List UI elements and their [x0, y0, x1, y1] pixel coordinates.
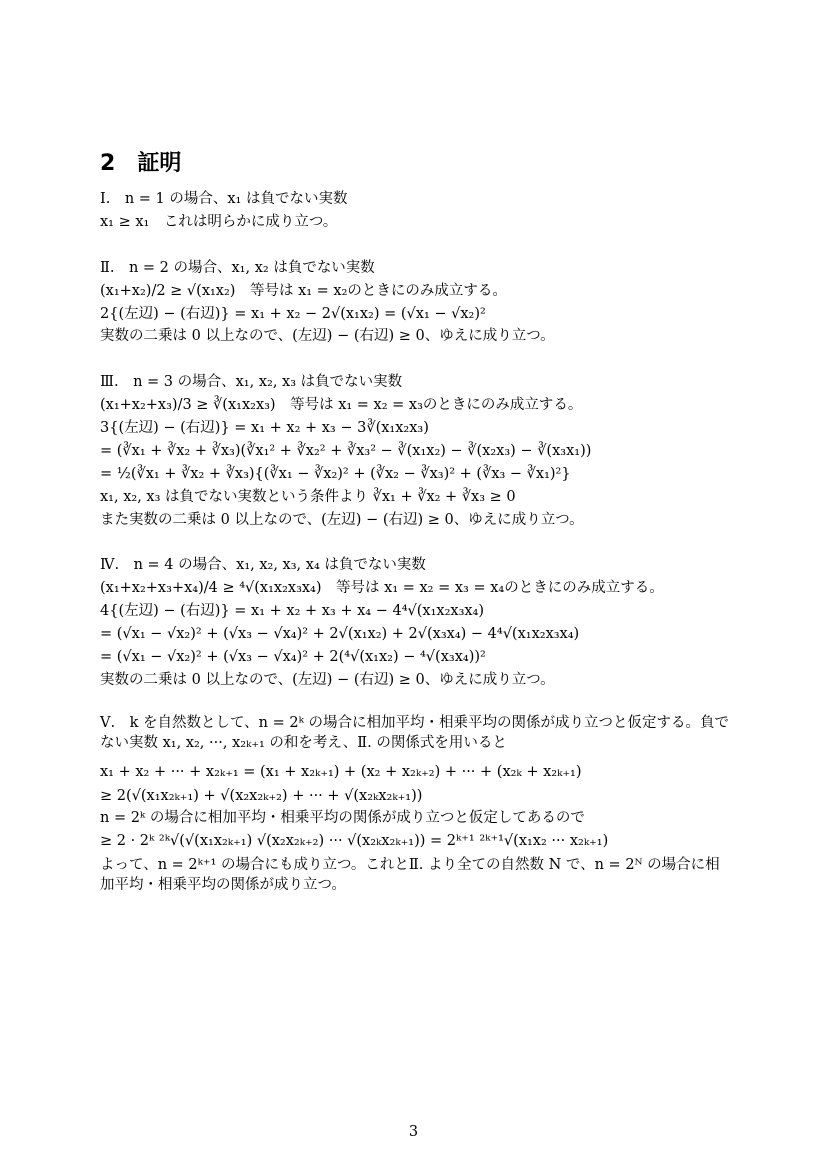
case-4-line: (x₁+x₂+x₃+x₄)/4 ≥ ⁴√(x₁x₂x₃x₄) 等号は x₁ = x₂ = x₃ = x₄のときにのみ成立する。: [100, 580, 664, 596]
case-3-line: = (∛x₁ + ∛x₂ + ∛x₃)(∛x₁² + ∛x₂² + ∛x₃² − ∛(x₁x₂) − ∛(x₂x₃) − ∛(x₃x₁)): [100, 443, 592, 459]
case-3-line: = ½(∛x₁ + ∛x₂ + ∛x₃){(∛x₁ − ∛x₂)² + (∛x₂ − ∛x₃)² + (∛x₃ − ∛x₁)²}: [100, 466, 571, 482]
section-heading: [100, 146, 181, 177]
case-3-line: 3{(左辺) − (右辺)} = x₁ + x₂ + x₃ − 3∛(x₁x₂x₃): [100, 420, 429, 436]
page-number: 3: [408, 1124, 419, 1140]
case-2-line: 2{(左辺) − (右辺)} = x₁ + x₂ − 2√(x₁x₂) = (√x₁ − √x₂)²: [100, 306, 486, 322]
case-4-line: = (√x₁ − √x₂)² + (√x₃ − √x₄)² + 2(⁴√(x₁x₂) − ⁴√(x₃x₄))²: [100, 649, 486, 665]
section-number: 2: [100, 151, 116, 176]
case-4-line: = (√x₁ − √x₂)² + (√x₃ − √x₄)² + 2√(x₁x₂) + 2√(x₃x₄) − 4⁴√(x₁x₂x₃x₄): [100, 626, 580, 642]
case-1-line: x₁ ≥ x₁ これは明らかに成り立つ。: [100, 214, 338, 230]
case-3-heading: Ⅲ. n = 3 の場合、x₁, x₂, x₃ は負でない実数: [100, 374, 403, 390]
case-3-line: (x₁+x₂+x₃)/3 ≥ ∛(x₁x₂x₃) 等号は x₁ = x₂ = x₃のときにのみ成立する。: [100, 397, 583, 413]
case-5-line: ≥ 2(√(x₁x₂ₖ₊₁) + √(x₂x₂ₖ₊₂) + ··· + √(x₂ₖx₂ₖ₊₁)): [100, 788, 423, 804]
case-5-heading: Ⅴ. k を自然数として、n = 2ᵏ の場合に相加平均・相乗平均の関係が成り立つと仮定する。負でない実数 x₁, x₂, ···, x₂ₖ₊₁ の和を考え、Ⅱ. の関係式を用いると: [100, 715, 730, 751]
case-4-line: 4{(左辺) − (右辺)} = x₁ + x₂ + x₃ + x₄ − 4⁴√(x₁x₂x₃x₄): [100, 603, 485, 619]
case-3-line: x₁, x₂, x₃ は負でない実数という条件より ∛x₁ + ∛x₂ + ∛x₃ ≥ 0: [100, 489, 516, 505]
case-5-line: x₁ + x₂ + ··· + x₂ₖ₊₁ = (x₁ + x₂ₖ₊₁) + (x₂ + x₂ₖ₊₂) + ··· + (x₂ₖ + x₂ₖ₊₁): [100, 764, 582, 780]
case-5-line: ≥ 2 · 2ᵏ ²ᵏ√(√(x₁x₂ₖ₊₁) √(x₂x₂ₖ₊₂) ··· √(x₂ₖx₂ₖ₊₁)) = 2ᵏ⁺¹ ²ᵏ⁺¹√(x₁x₂ ··· x₂ₖ₊₁): [100, 833, 609, 849]
case-4-heading: Ⅳ. n = 4 の場合、x₁, x₂, x₃, x₄ は負でない実数: [100, 557, 426, 573]
case-5-line: n = 2ᵏ の場合に相加平均・相乗平均の関係が成り立つと仮定してあるので: [100, 810, 585, 826]
case-3-line: また実数の二乗は 0 以上なので、(左辺) − (右辺) ≥ 0、ゆえに成り立つ。: [100, 512, 584, 528]
case-2-heading: Ⅱ. n = 2 の場合、x₁, x₂ は負でない実数: [100, 260, 375, 276]
case-2-line: 実数の二乗は 0 以上なので、(左辺) − (右辺) ≥ 0、ゆえに成り立つ。: [100, 328, 555, 344]
section-title: 証明: [137, 151, 182, 176]
case-1-heading: Ⅰ. n = 1 の場合、x₁ は負でない実数: [100, 191, 348, 207]
case-4-line: 実数の二乗は 0 以上なので、(左辺) − (右辺) ≥ 0、ゆえに成り立つ。: [100, 672, 555, 688]
case-2-line: (x₁+x₂)/2 ≥ √(x₁x₂) 等号は x₁ = x₂のときにのみ成立する。: [100, 283, 507, 299]
case-5-conclusion: よって、n = 2ᵏ⁺¹ の場合にも成り立つ。これとⅡ. より全ての自然数 N で、n = 2ᴺ の場合に相加平均・相乗平均の関係が成り立つ。: [100, 857, 720, 893]
